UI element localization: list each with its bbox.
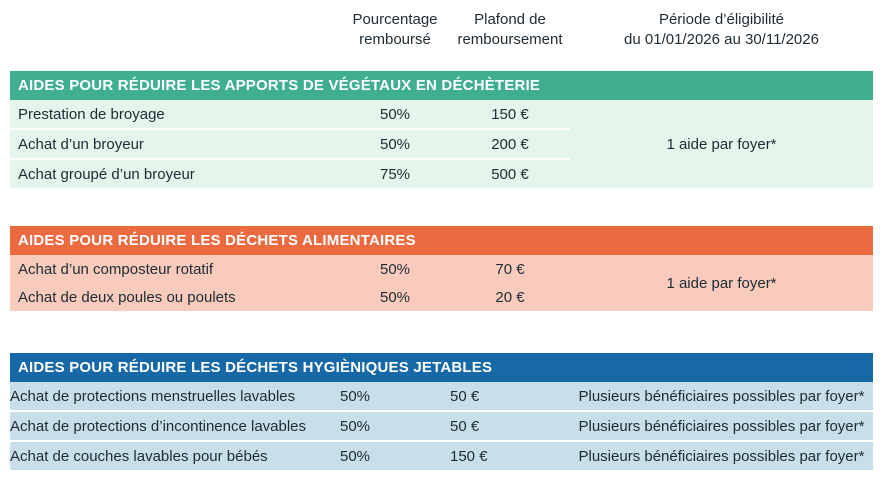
section-vegetaux-rows (10, 100, 570, 188)
row-percent: 50% (340, 447, 371, 465)
table-row (10, 283, 570, 311)
row-label: Achat d’un broyeur (18, 135, 144, 153)
row-label: Achat de couches lavables pour bébés (10, 447, 268, 465)
column-header-percent-line1: Pourcentage (352, 11, 438, 28)
column-header-period-line2: du 01/01/2026 au 30/11/2026 (624, 31, 819, 48)
section-vegetaux-title: AIDES POUR RÉDUIRE LES APPORTS DE VÉGÉTAUX EN DÉCHÈTERIE (18, 77, 541, 94)
row-label: Prestation de broyage (18, 105, 165, 123)
table-row (10, 100, 570, 128)
section-alimentaires-title: AIDES POUR RÉDUIRE LES DÉCHETS ALIMENTAIRES (18, 232, 416, 249)
row-label: Achat de protections d’incontinence lavables (10, 417, 307, 435)
merged-note: 1 aide par foyer* (666, 135, 777, 153)
table-area (10, 0, 873, 470)
column-header-period-line1: Période d’éligibilité (658, 11, 785, 28)
row-percent: 50% (340, 417, 371, 435)
column-header-percent-line2: remboursé (359, 31, 431, 48)
row-percent: 50% (379, 105, 411, 123)
row-cap: 500 € (491, 165, 529, 183)
column-headers (10, 0, 873, 52)
column-header-cap-line1: Plafond de (474, 11, 546, 28)
section-vegetaux-header (10, 71, 873, 100)
row-percent: 50% (379, 288, 411, 306)
row-label: Achat de protections menstruelles lavables (10, 387, 296, 405)
row-cap: 20 € (495, 288, 525, 306)
section-vegetaux-body (10, 100, 873, 188)
row-percent: 75% (379, 165, 411, 183)
section-hygieniques-header (10, 353, 873, 382)
section-hygieniques (10, 353, 873, 470)
row-percent: 50% (379, 135, 411, 153)
row-cap: 150 € (491, 105, 529, 123)
row-label: Achat groupé d’un broyeur (18, 165, 195, 183)
row-cap: 50 € (450, 417, 480, 435)
table-row (10, 382, 873, 410)
merged-note: 1 aide par foyer* (666, 274, 777, 292)
column-header-percent (340, 10, 450, 50)
column-header-cap (450, 10, 570, 50)
table-row (10, 410, 873, 440)
column-header-cap-line2: remboursement (457, 31, 563, 48)
table-row (10, 158, 570, 188)
column-header-period (570, 10, 873, 50)
section-alimentaires-rows (10, 255, 570, 311)
section-alimentaires-body (10, 255, 873, 311)
row-note: Plusieurs bénéficiaires possibles par foyer* (578, 387, 865, 405)
section-hygieniques-title: AIDES POUR RÉDUIRE LES DÉCHETS HYGIÈNIQUES JETABLES (18, 359, 493, 376)
row-cap: 150 € (450, 447, 488, 465)
section-alimentaires-header (10, 226, 873, 255)
section-alimentaires (10, 226, 873, 311)
row-percent: 50% (379, 260, 411, 278)
table-row (10, 255, 570, 283)
row-cap: 70 € (495, 260, 525, 278)
row-note: Plusieurs bénéficiaires possibles par foyer* (578, 417, 865, 435)
table-row (10, 128, 570, 158)
row-cap: 50 € (450, 387, 480, 405)
row-note: Plusieurs bénéficiaires possibles par foyer* (578, 447, 865, 465)
row-cap: 200 € (491, 135, 529, 153)
row-label: Achat de deux poules ou poulets (18, 288, 236, 306)
section-vegetaux (10, 71, 873, 188)
row-percent: 50% (340, 387, 371, 405)
row-label: Achat d’un composteur rotatif (18, 260, 214, 278)
section-hygieniques-rows (10, 382, 873, 470)
table-row (10, 440, 873, 470)
